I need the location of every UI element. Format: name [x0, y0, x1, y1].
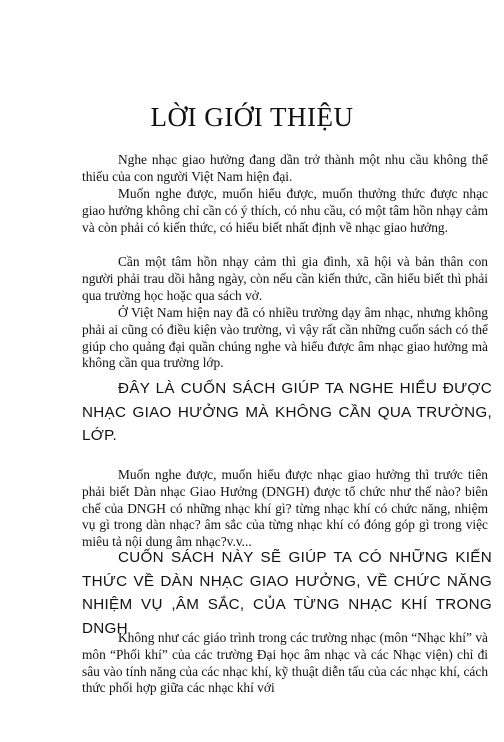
- page-title: LỜI GIỚI THIỆU: [150, 102, 354, 133]
- section-heading-2: CUỐN SÁCH NÀY SẼ GIÚP TA CÓ NHỮNG KIẾN THỨC VỀ DÀN NHẠC GIAO HƯỞNG, VỀ CHỨC NĂNG NHIỆM VỤ ,ÂM SẮC, CỦA TỪNG NHẠC KHÍ TRONG DNGH: [82, 549, 492, 637]
- intro-paragraph-1: Nghe nhạc giao hưởng đang dần trở thành một nhu cầu không thể thiếu của con người Việt Nam hiện đại.: [82, 152, 488, 184]
- section-heading-1: ĐÂY LÀ CUỐN SÁCH GIÚP TA NGHE HIỂU ĐƯỢC NHẠC GIAO HƯỞNG MÀ KHÔNG CẦN QUA TRƯỜNG, LỚP.: [82, 380, 492, 444]
- intro-paragraph-4: Ở Việt Nam hiện nay đã có nhiều trường dạy âm nhạc, nhưng không phải ai cũng có điều kiện vào trường, vì vậy rất cần những cuốn sách có thể giúp cho quảng đại quần chúng nghe và hiểu được âm nhạc giao hưởng mà không cần qua trường lớp.: [82, 305, 488, 371]
- intro-paragraph-3: Cần một tâm hồn nhạy cảm thì gia đình, xã hội và bản thân con người phải trau dồi hằng ngày, còn nếu cần kiến thức, cần hiểu biết thì phải qua trường học hoặc qua sách vở.: [82, 254, 488, 303]
- intro-paragraph-2: Muốn nghe được, muốn hiểu được, muốn thưởng thức được nhạc giao hưởng không chỉ cần có ý thích, có nhu cầu, có một tâm hồn nhạy cảm và còn phải có kiến thức, có hiểu biết nhất định về nhạc giao hưởng.: [82, 186, 488, 235]
- body-paragraph-6: Không như các giáo trình trong các trường nhạc (môn “Nhạc khí” và môn “Phối khí” của các trường Đại học âm nhạc và các Nhạc viện) chỉ đi sâu vào tính năng của các nhạc khí, kỹ thuật diễn tấu của các nhạc khí, cách thức phối hợp giữa các nhạc khí với: [82, 630, 489, 696]
- body-paragraph-5: Muốn nghe được, muốn hiểu được nhạc giao hưởng thì trước tiên phải biết Dàn nhạc Giao Hưởng (DNGH) được tổ chức như thế nào? biên chế của DNGH có những nhạc khí gì? từng nhạc khí có chức năng, nhiệm vụ gì trong dàn nhạc? âm sắc của từng nhạc khí có đóng góp gì trong việc miêu tả nội dung âm nhạc?v.v...: [82, 467, 488, 550]
